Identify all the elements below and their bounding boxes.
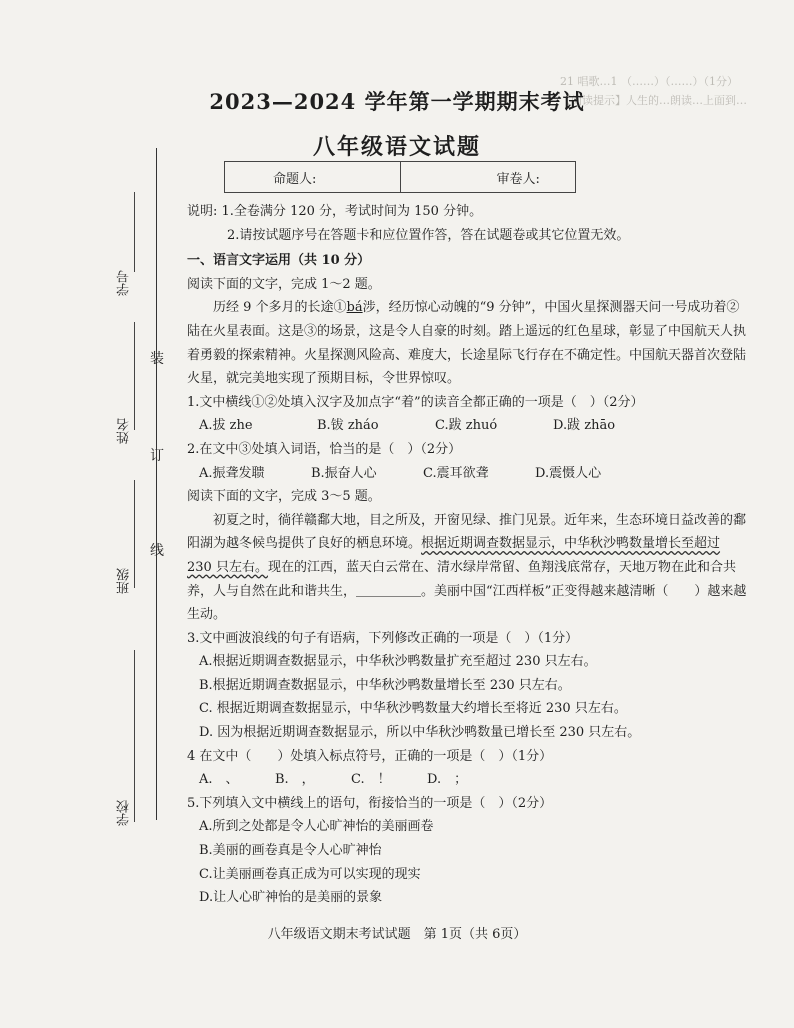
question-2: 2.在文中③处填入词语，恰当的是（ ）（2分） [187, 441, 462, 457]
wavy-underlined-sentence: 根据近期调查数据显示，中华秋沙鸭数量增长至超过 230 只左右。 [187, 536, 721, 575]
student-id-line [134, 192, 135, 272]
exam-title: 2023—2024 学年第一学期期末考试 [209, 89, 585, 114]
option-c[interactable]: C. ！ [351, 772, 391, 788]
option-c[interactable]: C.跋 zhuó [435, 418, 498, 434]
question-4: 4 在文中（ ）处填入标点符号，正确的一项是（ ）（1分） [187, 748, 553, 764]
option-b[interactable]: B. ， [275, 772, 315, 788]
reading-intro-2: 阅读下面的文字，完成 3～5 题。 [187, 489, 381, 505]
section-heading: 一、语言文字运用（共 10 分） [187, 253, 371, 269]
option-a[interactable]: A.振聋发聩 [199, 465, 265, 481]
question-5: 5.下列填入文中横线上的语句，衔接恰当的一项是（ ）（2分） [187, 795, 553, 811]
option-c[interactable]: C.震耳欲聋 [423, 465, 489, 481]
reviewer-label: 审卷人: [496, 171, 540, 187]
passage-1-text: 历经 9 个多月的长途① [213, 300, 347, 316]
bleed-text: 21 唱歌…1 （……）（……）（1分） [560, 75, 738, 88]
class-label: 班级 [117, 568, 132, 594]
option-b[interactable]: B.根据近期调查数据显示，中华秋沙鸭数量增长至 230 只左右。 [199, 677, 571, 693]
instruction-1: 1.全卷满分 120 分，考试时间为 150 分钟。 [221, 204, 483, 219]
binding-line [156, 148, 157, 820]
student-id-label: 学号 [117, 270, 132, 296]
setter-label: 命题人: [273, 171, 317, 187]
name-label: 姓名 [117, 418, 132, 444]
passage-1-text: 涉，经历惊心动魄的“9 分钟”，中国火星探测器天问一号成功着②陆在火星表面。这是③的场景，这是令人自豪的时刻。踏上遥远的红色星球，彰显了中国航天人执着勇毅的探索精神。火星探测风险高、难度大，长途星际飞行存在不确定性。中国航天器首次登陆火星，就完美地实现了预期目标，令世界惊叹。 [187, 300, 747, 387]
binding-mark-xian: 线 [150, 543, 164, 559]
binding-mark-ding: 订 [150, 448, 164, 464]
passage-2-text: 。美丽中国“江西样板”正变得越来越清晰（ ）越来越生动。 [187, 583, 747, 623]
question-1: 1.文中横线①②处填入汉字及加点字“着”的读音全都正确的一项是（ ）（2分） [187, 394, 644, 410]
option-d[interactable]: D. ； [427, 772, 468, 788]
passage-2 [187, 509, 747, 627]
binding-mark-zhuang: 装 [150, 351, 164, 367]
name-line [134, 322, 135, 430]
question-2-options [187, 462, 747, 486]
option-d[interactable]: D.震慑人心 [535, 465, 602, 481]
signature-table [224, 161, 576, 193]
class-line [134, 480, 135, 588]
fill-blank: ＿＿＿＿＿ [356, 583, 422, 599]
instruction-2: 2.请按试题序号在答题卡和应位置作答，答在试题卷或其它位置无效。 [227, 227, 630, 243]
exam-subtitle: 八年级语文试题 [312, 134, 481, 160]
passage-2-text: 现在的江西，蓝天白云常在、清水绿岸常留、鱼翔浅底常存，天地万物在此和合共养，人与自然在此和谐共生， [187, 559, 736, 599]
page-footer: 八年级语文期末考试试题 第 1页（共 6页） [267, 927, 527, 942]
pinyin-blank: bá [346, 300, 363, 316]
school-line [134, 650, 135, 822]
option-c[interactable]: C. 根据近期调查数据显示，中华秋沙鸭数量大约增长至将近 230 只左右。 [199, 701, 627, 717]
school-label: 学校 [117, 800, 132, 826]
option-a[interactable]: A.拔 zhe [199, 418, 253, 434]
option-d[interactable]: D.跋 zhāo [553, 418, 616, 434]
instructions-label: 说明: [187, 204, 218, 219]
question-4-options [187, 768, 747, 792]
option-c[interactable]: C.让美丽画卷真正成为可以实现的现实 [199, 866, 421, 882]
passage-1 [187, 296, 747, 390]
option-b[interactable]: B.钹 zháo [317, 418, 379, 434]
option-a[interactable]: A. 、 [199, 772, 239, 788]
reading-intro-1: 阅读下面的文字，完成 1～2 题。 [187, 276, 381, 292]
question-3: 3.文中画波浪线的句子有语病，下列修改正确的一项是（ ）（1分） [187, 630, 579, 646]
passage-2-text: 初夏之时，徜徉赣鄱大地，目之所及，开窗见绿、推门见景。近年来，生态环境日益改善的鄱阳湖为越冬候鸟提供了良好的栖息环境。 [187, 512, 747, 552]
option-d[interactable]: D.让人心旷神怡的是美丽的景象 [199, 890, 383, 906]
option-b[interactable]: B.美丽的画卷真是令人心旷神怡 [199, 843, 382, 859]
option-a[interactable]: A.所到之处都是令人心旷神怡的美丽画卷 [199, 819, 434, 835]
question-1-options [187, 414, 747, 438]
exam-body [187, 200, 747, 910]
option-d[interactable]: D. 因为根据近期调查数据显示，所以中华秋沙鸭数量已增长至 230 只左右。 [199, 725, 641, 741]
option-b[interactable]: B.振奋人心 [311, 465, 377, 481]
option-a[interactable]: A.根据近期调查数据显示，中华秋沙鸭数量扩充至超过 230 只左右。 [199, 654, 597, 670]
bleed-text: 【阅读提示】人生的…朗读…上面到… [560, 94, 747, 107]
